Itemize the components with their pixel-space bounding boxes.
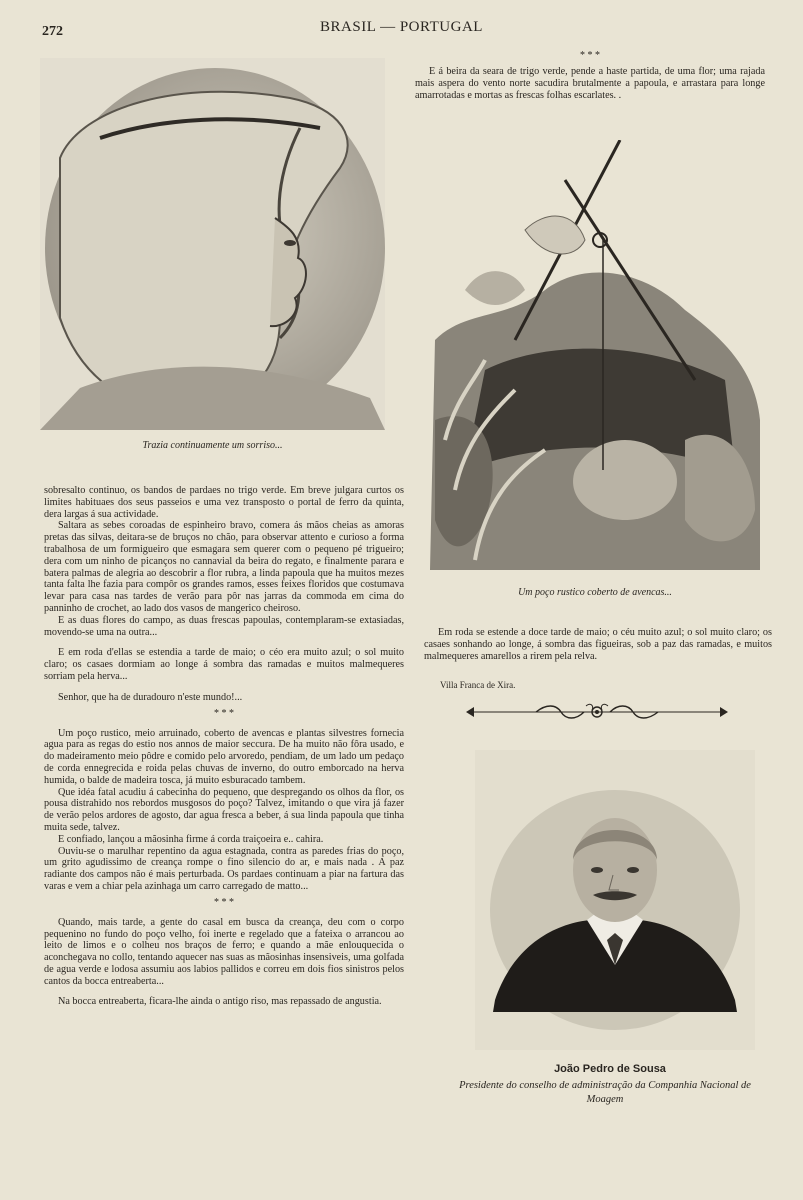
paragraph: Saltara as sebes coroadas de espinheiro bravo, comera ás mãos cheias as amoras pretas das silvas, deitara-se de bruços no chão, para observar attento e curioso a forma trabalhosa de um formigueiro que esmagara sem querer com o pequeno pé trigueiro; dera com um ninho de picanços no cannavial da beira do regato, e finalmente parara e batera palmas de alegria ao descobrir a flor rubra, a linda papoula que ha muitos mezes tanta falta lhe fazia para compôr os grandes ramos, esses feixes floridos que costumava levar para casa nas tardes de verão para pôr nas jarras da commoda em cima do panninho de crochet, ao lado dos vasos de mangerico cheiroso. <box>44 520 404 614</box>
right-column-middle <box>424 627 772 662</box>
place-signature: Villa Franca de Xira. <box>440 680 516 690</box>
well-caption: Um poço rustico coberto de avencas... <box>518 587 672 598</box>
paragraph: E as duas flores do campo, as duas frescas papoulas, contemplaram-se extasiadas, movendo-se uma na outra... <box>44 614 404 638</box>
section-stars: * * * <box>214 707 234 719</box>
portrait-photo <box>475 750 755 1050</box>
paragraph: Em roda se estende a doce tarde de maio; o céu muito azul; o sol muito claro; os casaes sonhando ao longe, á sombra das figueiras, sob a paz das ramadas, e muitos malmequeres amarellos a rirem pela relva. <box>424 627 772 662</box>
paragraph: Que idéa fatal acudiu á cabecinha do pequeno, que despregando os olhos da flor, os pousa distrahido nos rebordos musgosos do poço? Talvez, imitando o que vira já fazer de verão pelos ardores de agosto, dar agua fresca a beber, á sua linda papoula que tinha muita sede, talvez. <box>44 786 404 833</box>
section-stars: * * * <box>580 50 600 61</box>
right-column-top <box>415 52 765 101</box>
paragraph: Quando, mais tarde, a gente do casal em busca da creança, deu com o corpo pequenino no fundo do poço velho, foi inerte e regelado que a fateixa o arrancou ao leito de limos e o colheu nos braços de ferro; e quando a mãe enlouquecida o aconchegava no collo, tentando aquecer nas suas as mãosinhas insensiveis, uma golfada de agua verde e lodosa assumiu aos labios pallidos e correu em dois fios sinistros pelos cantos da bocca entreaberta... <box>44 916 404 987</box>
paragraph: Ouviu-se o marulhar repentino da agua estagnada, contra as paredes frias do poço, um grito agudissimo de creança rompe o fino silencio do ar, e mais nada . A paz radiante dos campos não é mais perturbada. Os pardaes continuam a piar na fartura das varas e vem a chiar pela azinhaga um carro carregado de matto... <box>44 845 404 892</box>
portrait-name: João Pedro de Sousa <box>554 1063 666 1075</box>
paragraph: sobresalto continuo, os bandos de pardaes no trigo verde. Em breve julgara curtos os limites habituaes dos seus passeios e uma vez transposto o portal de ferro da quinta, dera largas á sua actividade. <box>44 485 404 520</box>
well-illustration <box>425 140 765 575</box>
left-column <box>44 485 404 1008</box>
page-number: 272 <box>42 24 63 39</box>
paragraph: E em roda d'ellas se estendia a tarde de maio; o céo era muito azul; o sol muito claro; os casaes dormiam ao longe á sombra das ramadas e muitos malmequeres sorriam pela herva... <box>44 647 404 682</box>
section-stars: * * * <box>214 896 234 908</box>
paragraph: E á beira da seara de trigo verde, pende a haste partida, de uma flor; uma rajada mais aspera do vento norte sacudira brutalmente a papoula, e arrastara para longe amarrotadas e mortas as frescas folhas escarlates. . <box>415 66 765 101</box>
paragraph: Na bocca entreaberta, ficara-lhe ainda o antigo riso, mas repassado de angustia. <box>58 996 382 1008</box>
paragraph: E confiado, lançou a mãosinha firme á corda traiçoeira e.. cahira. <box>58 833 324 845</box>
portrait-title: Presidente do conselho de administração da Companhia Nacional de Moagem <box>459 1080 751 1105</box>
girl-caption: Trazia continuamente um sorriso... <box>142 440 283 451</box>
ornament-divider <box>466 702 728 727</box>
running-title: BRASIL — PORTUGAL <box>320 19 483 35</box>
girl-drawing <box>40 58 385 430</box>
paragraph: Um poço rustico, meio arruinado, coberto de avencas e plantas silvestres fornecia agua para as regas do estio nos annos de maior seccura. De ha muito não fôra usado, e do madeiramento meio pôdre e comido pelo arvoredo, pendiam, de um lado um pedaço de corda ennegrecida e roida pelas chuvas de inverno, do outro emborcado na herva humida, o balde de madeira tosca, já muito esburacado tambem. <box>44 727 404 786</box>
paragraph: Senhor, que ha de duradouro n'este mundo!... <box>58 691 243 703</box>
